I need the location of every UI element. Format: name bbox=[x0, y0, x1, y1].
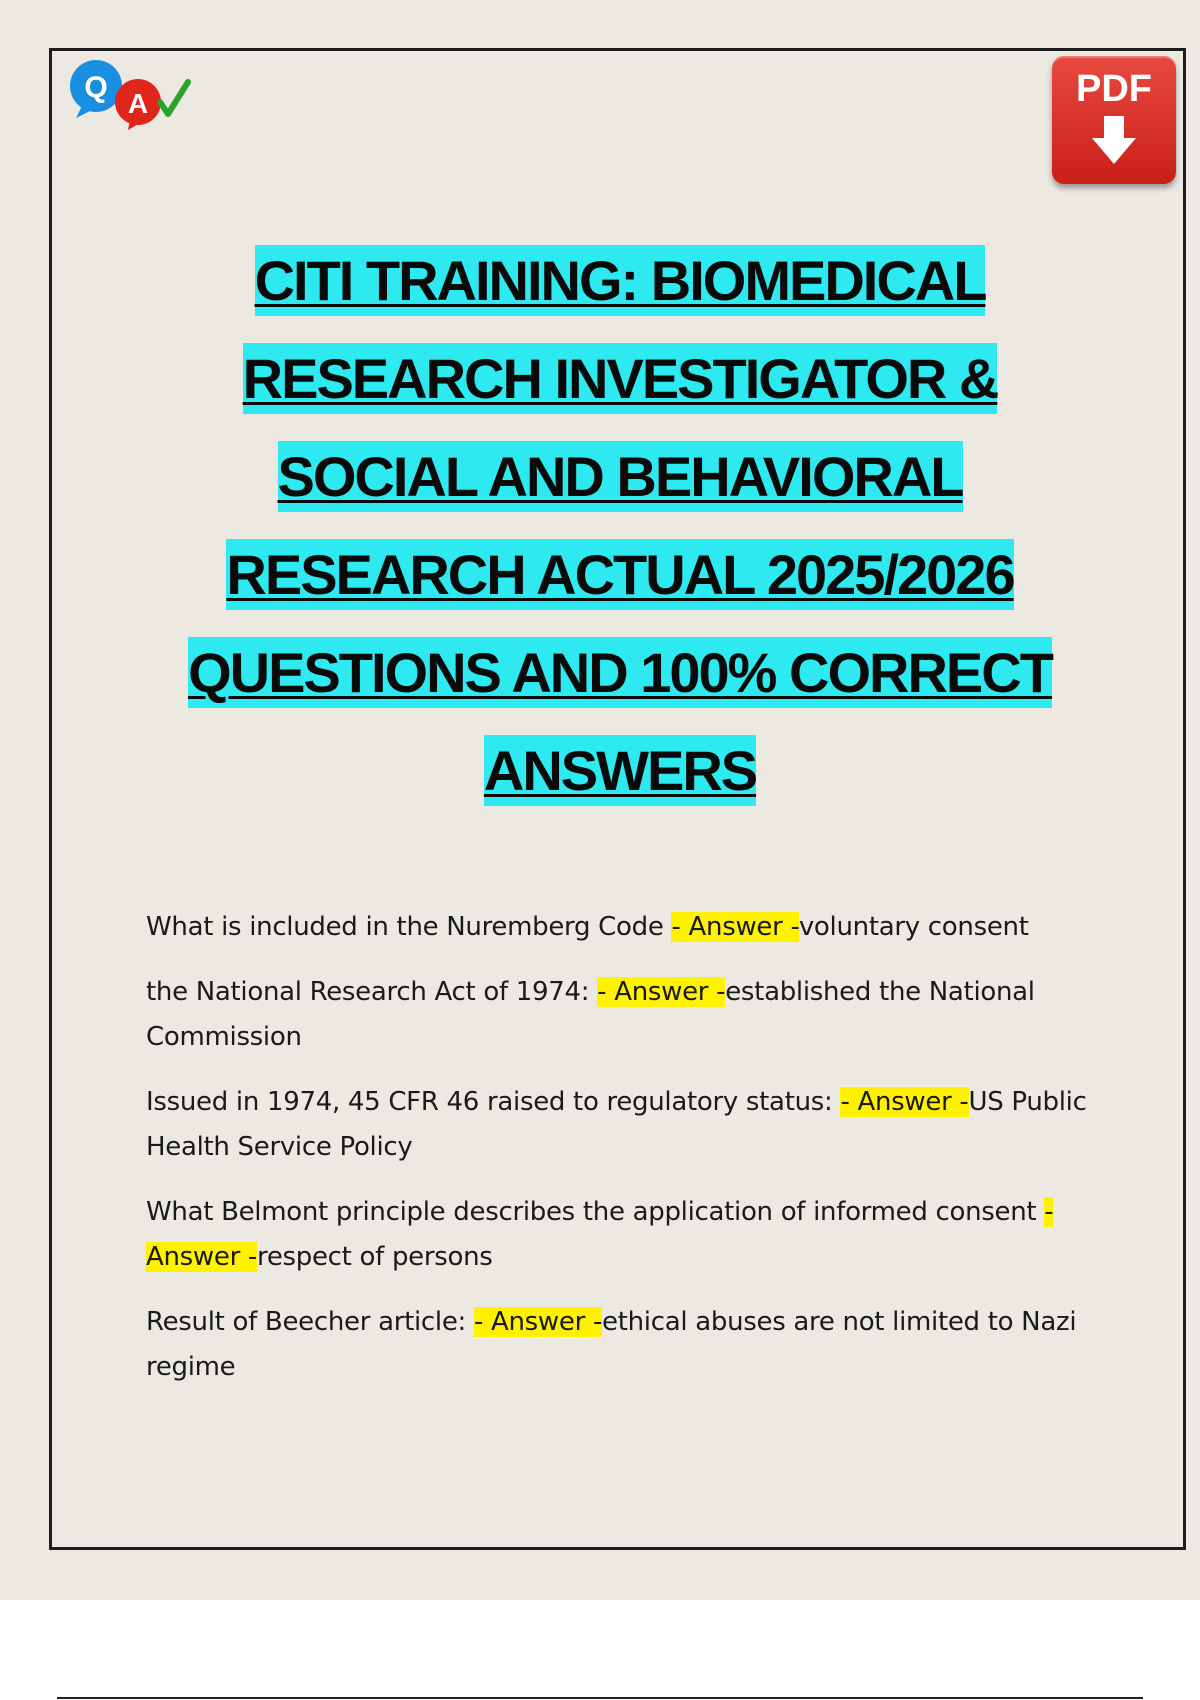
question-text: What Belmont principle describes the application of informed consent bbox=[146, 1197, 1045, 1227]
answer-text: ethical abuses are not limited to Nazi regime bbox=[146, 1307, 1077, 1382]
question-text: Issued in 1974, 45 CFR 46 raised to regulatory status: bbox=[146, 1087, 841, 1117]
question-text: Result of Beecher article: bbox=[146, 1307, 474, 1337]
answer-tag: - Answer - bbox=[597, 977, 726, 1007]
title-line-1: CITI TRAINING: BIOMEDICAL bbox=[255, 245, 986, 316]
title-line-5: QUESTIONS AND 100% CORRECT bbox=[188, 637, 1052, 708]
answer-text: respect of persons bbox=[257, 1242, 493, 1272]
question-text: What is included in the Nuremberg Code bbox=[146, 912, 672, 942]
title-line-6: ANSWERS bbox=[484, 735, 756, 806]
qa-item bbox=[146, 1300, 1091, 1390]
pdf-label: PDF bbox=[1076, 68, 1152, 110]
answer-tag: - Answer - bbox=[840, 1087, 969, 1117]
download-arrow-icon bbox=[1092, 116, 1136, 166]
answer-tag: - Answer - bbox=[671, 912, 799, 942]
qa-item bbox=[146, 970, 1091, 1060]
answer-text: established the National Commission bbox=[146, 977, 1035, 1052]
answer-text: US Public Health Service Policy bbox=[146, 1087, 1087, 1162]
q-and-a-logo-icon bbox=[68, 56, 198, 132]
answer-tag: - Answer - bbox=[473, 1307, 603, 1337]
title-line-3: SOCIAL AND BEHAVIORAL bbox=[278, 441, 963, 512]
qa-item bbox=[146, 905, 1091, 950]
qa-list bbox=[146, 905, 1091, 1410]
footer-divider bbox=[57, 1697, 1143, 1699]
title-line-2: RESEARCH INVESTIGATOR & bbox=[243, 343, 998, 414]
qa-item bbox=[146, 1080, 1091, 1170]
answer-text: voluntary consent bbox=[798, 912, 1029, 942]
answer-tag: - Answer - bbox=[146, 1197, 1054, 1272]
logo-a-letter: A bbox=[127, 88, 149, 119]
a-bubble-icon bbox=[115, 79, 161, 130]
document-title bbox=[60, 232, 1180, 820]
question-text: the National Research Act of 1974: bbox=[146, 977, 598, 1007]
qa-item bbox=[146, 1190, 1091, 1280]
q-bubble-icon bbox=[70, 60, 122, 118]
pdf-download-button[interactable] bbox=[1052, 56, 1176, 184]
logo-q-letter: Q bbox=[84, 71, 108, 104]
title-line-4: RESEARCH ACTUAL 2025/2026 bbox=[226, 539, 1013, 610]
check-mark-icon bbox=[160, 82, 188, 114]
